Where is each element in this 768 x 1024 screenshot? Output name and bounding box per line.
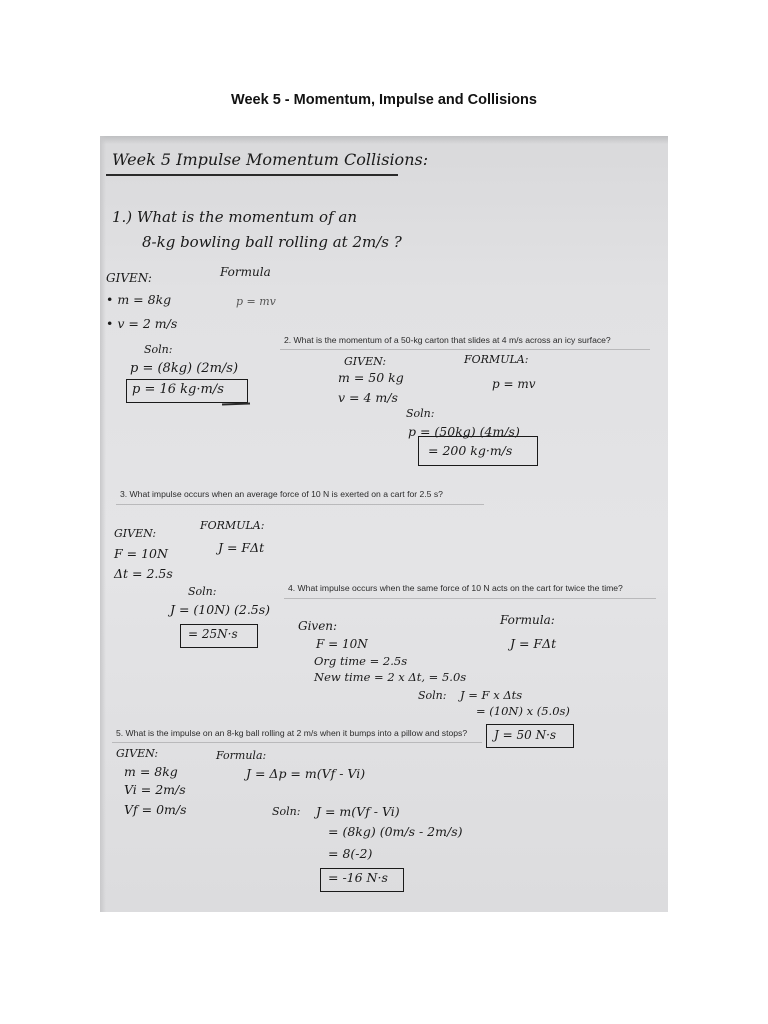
p4-step1: J = F x Δts: [460, 688, 523, 702]
worksheet-photo: [100, 136, 668, 912]
p4-rule: [284, 598, 656, 599]
photo-left-shadow: [100, 136, 106, 912]
p4-given-f: F = 10N: [316, 637, 368, 651]
p4-answer: J = 50 N·s: [494, 728, 557, 742]
p1-step1: p = (8kg) (2m/s): [130, 361, 239, 376]
p5-step3: = 8(-2): [328, 846, 373, 861]
p2-question: 2. What is the momentum of a 50-kg carton that slides at 4 m/s across an icy surface?: [284, 335, 611, 345]
p4-formula-label: Formula:: [500, 613, 555, 627]
p1-soln-label: Soln:: [144, 343, 173, 356]
p3-soln-label: Soln:: [188, 585, 217, 598]
p4-given-new: New time = 2 x Δt, = 5.0s: [314, 670, 467, 684]
p5-step1: J = m(Vf - Vi): [316, 804, 400, 819]
p1-given-label: GIVEN:: [106, 271, 152, 285]
p5-answer: = -16 N·s: [328, 870, 388, 885]
p4-step2: = (10N) x (5.0s): [476, 704, 570, 718]
p5-given-m: m = 8kg: [124, 764, 178, 779]
p2-answer: = 200 kg·m/s: [428, 443, 513, 458]
p1-given-m: • m = 8kg: [106, 292, 172, 307]
p1-formula: p = mv: [236, 295, 276, 308]
p2-soln-label: Soln:: [406, 407, 435, 420]
p3-given-t: Δt = 2.5s: [114, 566, 173, 581]
p5-given-vf: Vf = 0m/s: [124, 802, 187, 817]
photo-top-shadow: [100, 136, 668, 144]
p3-question: 3. What impulse occurs when an average force of 10 N is exerted on a cart for 2.5 s?: [120, 489, 443, 499]
p2-formula-label: FORMULA:: [464, 353, 529, 366]
p3-given-f: F = 10N: [114, 546, 168, 561]
p5-given-label: GIVEN:: [116, 747, 159, 760]
p4-given-label: Given:: [298, 619, 338, 633]
p2-step1: p = (50kg) (4m/s): [408, 424, 520, 439]
p1-formula-label: Formula: [220, 265, 271, 279]
p5-given-vi: Vi = 2m/s: [124, 782, 186, 797]
p5-formula-label: Formula:: [216, 749, 267, 762]
p1-given-v: • v = 2 m/s: [106, 316, 178, 331]
p4-formula: J = FΔt: [510, 636, 557, 651]
page-title: Week 5 - Momentum, Impulse and Collisions: [231, 92, 537, 108]
p1-double-underline: [222, 403, 250, 405]
p2-rule: [280, 349, 650, 350]
p2-formula: p = mv: [492, 377, 536, 391]
p3-answer: = 25N·s: [188, 627, 238, 641]
p5-step2: = (8kg) (0m/s - 2m/s): [328, 824, 463, 839]
p5-question: 5. What is the impulse on an 8-kg ball rolling at 2 m/s when it bumps into a pillow and stops?: [116, 728, 468, 738]
p1-question-line1: 1.) What is the momentum of an: [112, 208, 357, 226]
p5-soln-label: Soln:: [272, 805, 301, 818]
p3-formula-label: FORMULA:: [200, 519, 265, 532]
p4-question: 4. What impulse occurs when the same force of 10 N acts on the cart for twice the time?: [288, 583, 623, 593]
p2-given-v: v = 4 m/s: [338, 390, 398, 405]
p3-given-label: GIVEN:: [114, 527, 157, 540]
p2-given-m: m = 50 kg: [338, 370, 404, 385]
p5-formula: J = Δp = m(Vf - Vi): [246, 766, 366, 781]
p1-question-line2: 8-kg bowling ball rolling at 2m/s ?: [142, 233, 402, 251]
p2-given-label: GIVEN:: [344, 355, 387, 368]
sheet-header: Week 5 Impulse Momentum Collisions:: [112, 150, 429, 169]
p3-formula: J = FΔt: [218, 540, 265, 555]
p5-rule: [112, 742, 482, 743]
header-underline: [106, 174, 398, 176]
p3-step1: J = (10N) (2.5s): [170, 602, 271, 617]
p4-given-orig: Org time = 2.5s: [314, 654, 408, 668]
p4-soln-label: Soln:: [418, 689, 447, 702]
p1-answer: p = 16 kg·m/s: [132, 382, 224, 397]
p3-rule: [116, 504, 484, 505]
